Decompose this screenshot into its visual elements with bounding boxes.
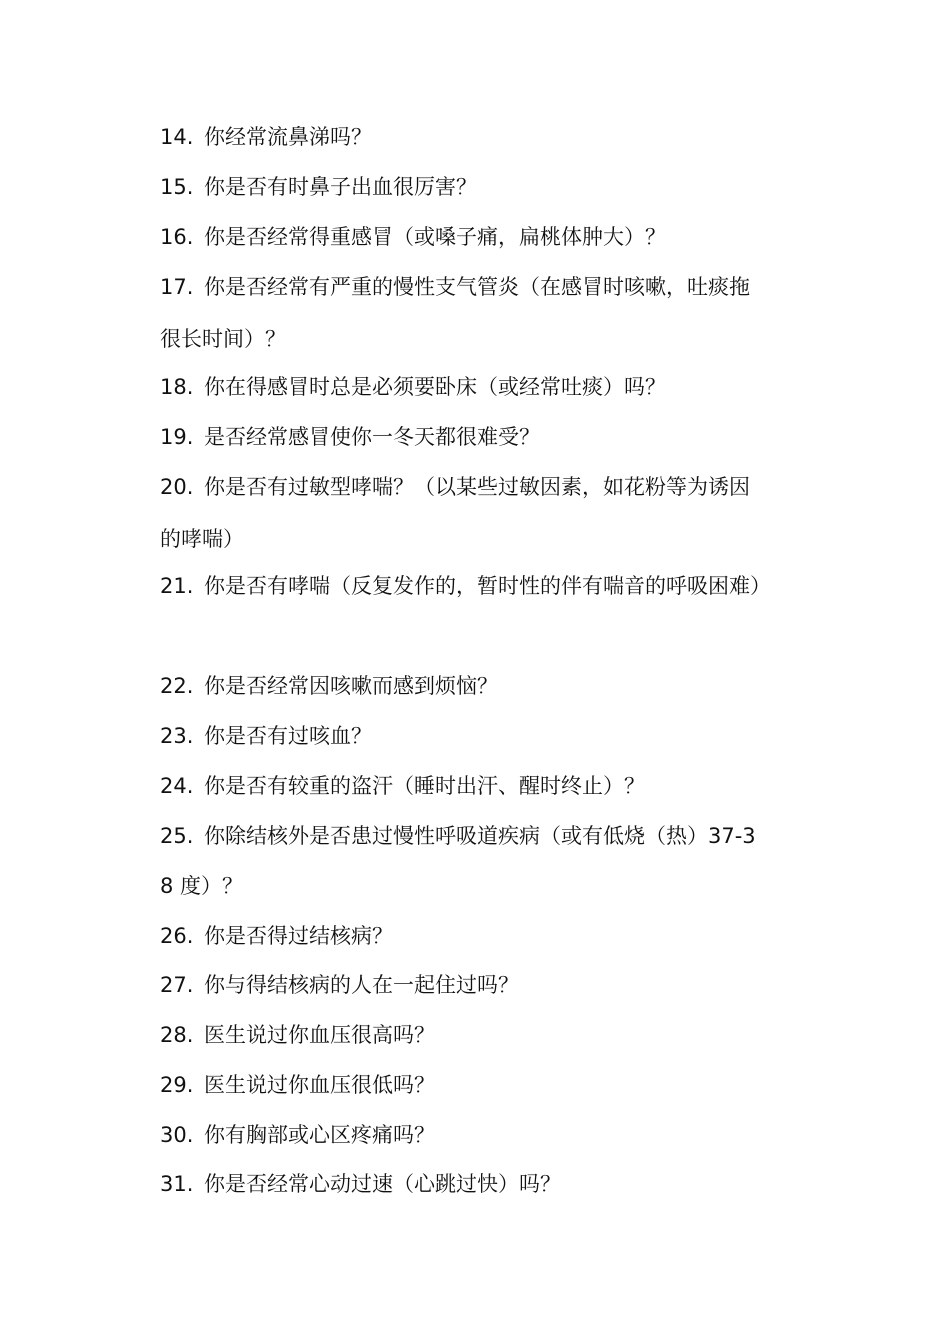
question-text: 你是否经常有严重的慢性支气管炎（在感冒时咳嗽，吐痰拖 xyxy=(204,275,750,299)
question-21 xyxy=(160,572,820,600)
question-19 xyxy=(160,423,820,451)
question-number: 25. xyxy=(160,824,194,848)
question-number: 19. xyxy=(160,425,194,449)
question-number: 21. xyxy=(160,574,194,598)
question-15 xyxy=(160,173,820,201)
question-text: 你除结核外是否患过慢性呼吸道疾病（或有低烧（热）37-3 xyxy=(204,824,756,848)
question-text: 你是否有时鼻子出血很厉害？ xyxy=(204,175,477,199)
question-text: 你是否有过敏型哮喘？（以某些过敏因素，如花粉等为诱因 xyxy=(204,475,750,499)
question-31 xyxy=(160,1170,820,1198)
question-28 xyxy=(160,1021,820,1049)
question-text: 你是否有哮喘（反复发作的，暂时性的伴有喘音的呼吸困难） xyxy=(204,574,771,598)
question-20 xyxy=(160,473,820,501)
question-29 xyxy=(160,1071,820,1099)
question-text: 医生说过你血压很低吗？ xyxy=(204,1073,435,1097)
question-number: 28. xyxy=(160,1023,194,1047)
question-text: 是否经常感冒使你一冬天都很难受？ xyxy=(204,425,540,449)
question-30 xyxy=(160,1121,820,1149)
question-text: 你是否有过咳血？ xyxy=(204,724,372,748)
question-number: 20. xyxy=(160,475,194,499)
question-text: 你在得感冒时总是必须要卧床（或经常吐痰）吗？ xyxy=(204,375,666,399)
question-number: 26. xyxy=(160,924,194,948)
question-text: 你是否有较重的盗汗（睡时出汗、醒时终止）？ xyxy=(204,774,645,798)
question-23 xyxy=(160,722,820,750)
question-number: 17. xyxy=(160,275,194,299)
question-text: 你有胸部或心区疼痛吗？ xyxy=(204,1123,435,1147)
question-number: 15. xyxy=(160,175,194,199)
question-22 xyxy=(160,672,820,700)
question-number: 14. xyxy=(160,125,194,149)
question-number: 30. xyxy=(160,1123,194,1147)
question-number: 23. xyxy=(160,724,194,748)
question-number: 27. xyxy=(160,973,194,997)
question-number: 29. xyxy=(160,1073,194,1097)
question-26 xyxy=(160,922,820,950)
question-number: 22. xyxy=(160,674,194,698)
question-text: 你是否得过结核病？ xyxy=(204,924,393,948)
question-text: 你与得结核病的人在一起住过吗？ xyxy=(204,973,519,997)
question-25-continuation: 8 度）？ xyxy=(160,874,244,898)
question-14 xyxy=(160,123,820,151)
question-24 xyxy=(160,772,820,800)
question-17 xyxy=(160,273,820,301)
question-18 xyxy=(160,373,820,401)
question-16 xyxy=(160,223,820,251)
question-number: 16. xyxy=(160,225,194,249)
question-number: 18. xyxy=(160,375,194,399)
question-text: 你是否经常得重感冒（或嗓子痛，扁桃体肿大）？ xyxy=(204,225,666,249)
question-text: 你是否经常因咳嗽而感到烦恼？ xyxy=(204,674,498,698)
question-text: 你是否经常心动过速（心跳过快）吗？ xyxy=(204,1172,561,1196)
question-number: 31. xyxy=(160,1172,194,1196)
question-text: 医生说过你血压很高吗？ xyxy=(204,1023,435,1047)
question-number: 24. xyxy=(160,774,194,798)
question-27 xyxy=(160,971,820,999)
question-20-continuation: 的哮喘） xyxy=(160,527,244,551)
question-text: 你经常流鼻涕吗？ xyxy=(204,125,372,149)
question-25 xyxy=(160,822,820,850)
question-17-continuation: 很长时间）？ xyxy=(160,327,286,351)
